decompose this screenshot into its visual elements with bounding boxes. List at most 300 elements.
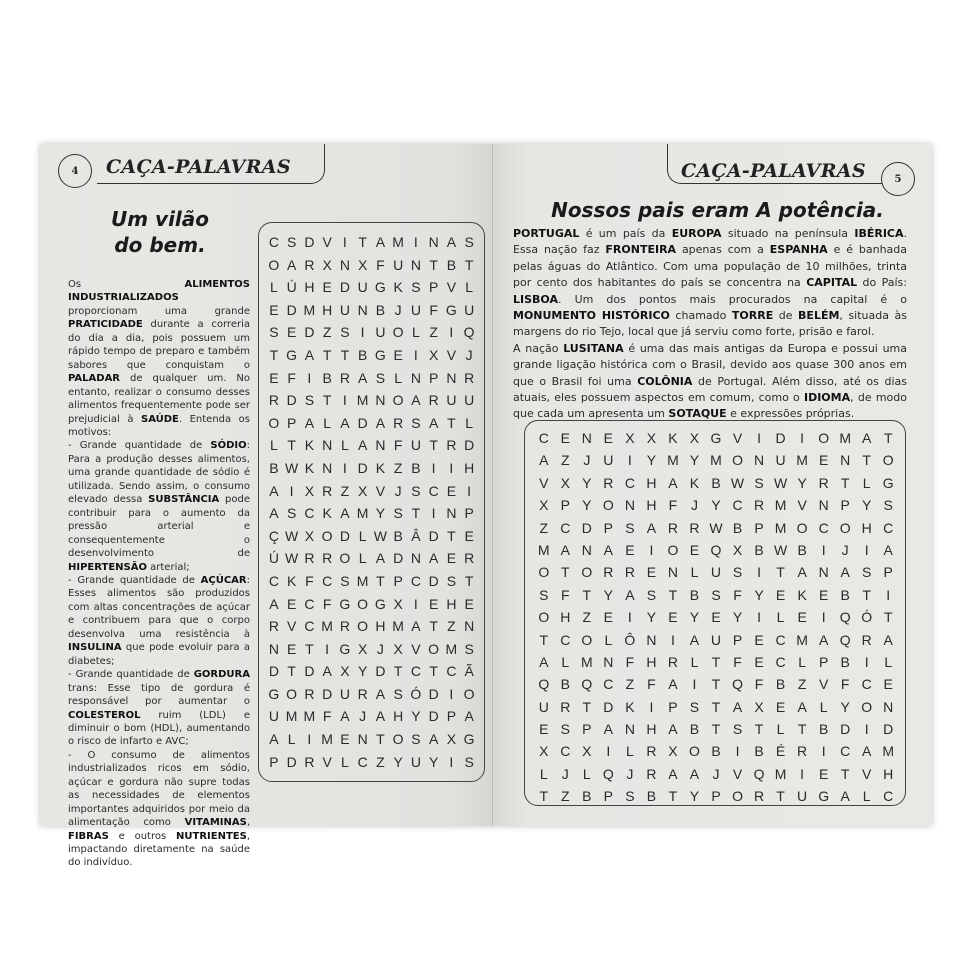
grid-letter[interactable]: N [375,437,386,454]
grid-letter[interactable]: E [818,452,829,469]
grid-letter[interactable]: X [689,430,700,446]
grid-letter[interactable]: Â [411,527,421,544]
grid-letter[interactable]: R [464,550,475,567]
grid-letter[interactable]: N [667,564,678,581]
grid-letter[interactable]: E [269,301,279,318]
grid-letter[interactable]: B [322,369,332,386]
grid-letter[interactable]: F [840,676,850,693]
grid-letter[interactable]: Z [539,519,549,536]
grid-letter[interactable]: I [757,609,761,626]
grid-letter[interactable]: T [340,346,350,363]
grid-letter[interactable]: T [711,698,721,715]
grid-letter[interactable]: X [646,430,657,446]
grid-letter[interactable]: C [603,676,614,693]
grid-letter[interactable]: A [840,788,850,805]
grid-letter[interactable]: Z [322,324,332,341]
grid-letter[interactable]: F [287,369,296,386]
grid-letter[interactable]: S [560,721,570,738]
grid-letter[interactable]: O [392,324,404,341]
grid-letter[interactable]: C [446,663,457,680]
grid-letter[interactable]: U [410,753,421,770]
grid-letter[interactable]: M [445,640,458,657]
grid-letter[interactable]: R [304,753,315,770]
grid-letter[interactable]: I [735,743,740,760]
grid-letter[interactable]: W [773,541,788,558]
grid-letter[interactable]: R [753,788,765,805]
grid-letter[interactable]: F [376,256,385,273]
grid-letter[interactable]: B [393,527,403,544]
grid-letter[interactable]: T [561,564,570,581]
grid-letter[interactable]: C [883,519,894,536]
grid-letter[interactable]: O [538,609,550,626]
grid-letter[interactable]: A [668,721,678,738]
grid-letter[interactable]: U [464,301,475,318]
grid-letter[interactable]: I [449,324,454,341]
grid-letter[interactable]: E [393,346,403,363]
grid-letter[interactable]: W [730,474,745,491]
grid-letter[interactable]: U [339,685,350,702]
grid-letter[interactable]: D [883,721,894,738]
grid-letter[interactable]: J [583,452,591,469]
grid-letter[interactable]: P [428,279,439,296]
grid-letter[interactable]: T [429,437,438,454]
grid-letter[interactable]: U [410,301,421,318]
grid-letter[interactable]: G [882,474,894,491]
grid-letter[interactable]: N [357,301,368,318]
grid-letter[interactable]: U [410,437,421,454]
grid-letter[interactable]: I [449,753,454,770]
grid-letter[interactable]: O [463,685,475,702]
grid-letter[interactable]: N [581,430,592,446]
grid-letter[interactable]: O [286,685,298,702]
grid-letter[interactable]: F [429,301,438,318]
grid-letter[interactable]: A [668,676,678,693]
grid-letter[interactable]: I [627,452,632,469]
grid-letter[interactable]: E [560,430,570,446]
grid-letter[interactable]: T [862,452,871,469]
grid-letter[interactable]: R [689,519,700,536]
grid-letter[interactable]: I [342,392,347,409]
grid-letter[interactable]: S [539,586,549,603]
grid-letter[interactable]: A [269,482,279,499]
grid-letter[interactable]: P [732,631,743,648]
grid-letter[interactable]: Z [625,676,635,693]
grid-letter[interactable]: K [689,474,700,491]
grid-letter[interactable]: I [449,459,454,476]
grid-letter[interactable]: E [646,564,657,581]
grid-letter[interactable]: C [560,743,571,760]
grid-letter[interactable]: I [800,430,805,446]
grid-letter[interactable]: A [375,414,386,431]
grid-letter[interactable]: T [305,640,314,657]
grid-letter[interactable]: Y [582,474,592,491]
grid-letter[interactable]: G [710,430,722,446]
grid-letter[interactable]: K [304,437,315,454]
grid-letter[interactable]: Ó [410,685,422,702]
grid-letter[interactable]: D [339,279,350,296]
grid-letter[interactable]: M [667,452,679,469]
grid-letter[interactable]: A [375,550,386,567]
grid-letter[interactable]: U [375,324,386,341]
grid-letter[interactable]: R [322,550,333,567]
grid-letter[interactable]: S [393,685,403,702]
grid-letter[interactable]: H [646,721,657,738]
grid-letter[interactable]: Ã [464,663,474,680]
grid-letter[interactable]: I [413,346,418,363]
grid-letter[interactable]: O [818,430,830,446]
grid-letter[interactable]: O [667,541,679,558]
grid-letter[interactable]: N [322,459,333,476]
grid-letter[interactable]: Y [393,753,403,770]
grid-letter[interactable]: P [428,369,439,386]
grid-letter[interactable]: V [862,765,872,782]
grid-letter[interactable]: F [733,586,742,603]
grid-letter[interactable]: A [375,685,386,702]
grid-letter[interactable]: F [625,653,635,670]
grid-letter[interactable]: X [357,256,368,273]
grid-letter[interactable]: B [840,586,850,603]
grid-letter[interactable]: U [710,631,722,648]
grid-letter[interactable]: H [375,618,386,635]
grid-letter[interactable]: I [606,743,611,760]
grid-letter[interactable]: Q [602,765,614,782]
grid-letter[interactable]: R [797,743,808,760]
grid-letter[interactable]: L [340,753,349,770]
grid-letter[interactable]: R [861,631,872,648]
grid-letter[interactable]: H [646,653,657,670]
grid-letter[interactable]: R [304,685,315,702]
grid-letter[interactable]: D [428,708,439,725]
grid-letter[interactable]: E [711,609,721,626]
grid-letter[interactable]: D [322,685,333,702]
grid-letter[interactable]: S [411,414,421,431]
grid-letter[interactable]: S [446,572,457,589]
grid-letter[interactable]: B [269,459,279,476]
grid-letter[interactable]: A [428,550,439,567]
grid-letter[interactable]: M [774,497,787,514]
grid-letter[interactable]: G [374,595,386,612]
grid-letter[interactable]: X [304,482,315,499]
grid-letter[interactable]: T [776,788,785,805]
grid-letter[interactable]: V [446,346,457,363]
grid-letter[interactable]: A [322,663,332,680]
grid-letter[interactable]: S [304,392,315,409]
grid-letter[interactable]: T [840,765,850,782]
grid-letter[interactable]: N [268,640,279,657]
grid-letter[interactable]: R [357,685,368,702]
grid-letter[interactable]: A [269,505,279,522]
grid-letter[interactable]: X [304,527,315,544]
grid-letter[interactable]: L [798,653,806,670]
grid-letter[interactable]: A [304,346,315,363]
grid-letter[interactable]: N [818,497,829,514]
grid-letter[interactable]: Ô [624,631,636,648]
grid-letter[interactable]: B [732,519,743,536]
grid-letter[interactable]: A [539,452,549,469]
grid-letter[interactable]: O [732,788,743,805]
grid-letter[interactable]: G [374,279,386,296]
grid-letter[interactable]: M [796,631,808,648]
grid-letter[interactable]: B [711,743,721,760]
grid-letter[interactable]: Z [561,452,570,469]
grid-letter[interactable]: D [775,430,786,446]
grid-letter[interactable]: H [446,595,457,612]
grid-letter[interactable]: K [797,586,807,603]
grid-letter[interactable]: I [757,564,761,581]
grid-letter[interactable]: D [357,459,368,476]
grid-letter[interactable]: Y [689,609,700,626]
grid-letter[interactable]: N [446,505,457,522]
grid-letter[interactable]: T [711,653,721,670]
grid-letter[interactable]: L [690,564,699,581]
grid-letter[interactable]: R [667,519,678,536]
grid-letter[interactable]: A [340,414,350,431]
grid-letter[interactable]: E [322,279,332,296]
grid-letter[interactable]: Y [646,609,657,626]
grid-letter[interactable]: A [286,256,297,273]
grid-letter[interactable]: C [268,234,279,250]
grid-letter[interactable]: R [268,392,279,409]
grid-letter[interactable]: T [447,414,456,431]
grid-letter[interactable]: C [560,519,571,536]
grid-letter[interactable]: Z [340,482,350,499]
grid-letter[interactable]: T [464,572,474,589]
grid-letter[interactable]: C [410,663,421,680]
grid-letter[interactable]: R [428,392,439,409]
grid-letter[interactable]: O [689,743,700,760]
grid-letter[interactable]: Ó [861,609,873,626]
grid-letter[interactable]: F [322,595,332,612]
grid-letter[interactable]: F [561,586,570,603]
grid-letter[interactable]: N [581,541,592,558]
grid-letter[interactable]: E [883,676,893,693]
grid-letter[interactable]: R [753,497,765,514]
grid-letter[interactable]: F [393,437,403,454]
grid-letter[interactable]: M [285,708,298,725]
grid-letter[interactable]: Y [603,586,614,603]
grid-letter[interactable]: M [839,430,851,446]
grid-letter[interactable]: S [625,519,635,536]
grid-letter[interactable]: I [413,595,418,612]
grid-letter[interactable]: U [268,708,279,725]
grid-letter[interactable]: T [862,586,871,603]
grid-letter[interactable]: V [322,234,332,250]
grid-letter[interactable]: A [269,731,279,748]
grid-letter[interactable]: T [711,721,721,738]
grid-letter[interactable]: F [322,708,332,725]
grid-letter[interactable]: B [840,653,850,670]
grid-letter[interactable]: B [775,676,786,693]
grid-letter[interactable]: A [668,474,678,491]
grid-letter[interactable]: E [286,595,297,612]
grid-letter[interactable]: N [624,497,635,514]
grid-letter[interactable]: D [286,301,297,318]
grid-letter[interactable]: N [840,452,851,469]
grid-letter[interactable]: L [776,609,785,626]
grid-letter[interactable]: S [464,640,474,657]
grid-letter[interactable]: N [410,369,421,386]
grid-letter[interactable]: D [428,685,439,702]
grid-letter[interactable]: D [286,392,297,409]
grid-letter[interactable]: T [376,731,385,748]
grid-letter[interactable]: T [376,572,385,589]
grid-letter[interactable]: I [821,541,826,558]
grid-letter[interactable]: T [287,437,296,454]
grid-letter[interactable]: R [339,369,350,386]
grid-letter[interactable]: P [393,572,403,589]
grid-letter[interactable]: R [393,414,404,431]
grid-letter[interactable]: P [668,698,678,715]
grid-letter[interactable]: T [883,609,893,626]
grid-letter[interactable]: J [394,482,402,499]
grid-letter[interactable]: Q [710,541,722,558]
grid-letter[interactable]: Y [689,452,700,469]
grid-letter[interactable]: L [561,653,570,670]
grid-letter[interactable]: T [464,256,474,273]
grid-letter[interactable]: X [539,497,549,514]
grid-letter[interactable]: J [712,765,720,782]
grid-letter[interactable]: H [393,708,404,725]
grid-letter[interactable]: N [446,369,457,386]
grid-letter[interactable]: O [268,414,280,431]
grid-letter[interactable]: R [818,474,829,491]
grid-letter[interactable]: T [322,392,332,409]
grid-letter[interactable]: T [358,234,367,250]
grid-letter[interactable]: D [581,519,592,536]
grid-letter[interactable]: R [304,550,315,567]
grid-letter[interactable]: E [340,731,350,748]
grid-letter[interactable]: O [428,640,440,657]
grid-letter[interactable]: Y [582,497,592,514]
grid-letter[interactable]: I [289,482,294,499]
grid-letter[interactable]: B [797,541,807,558]
grid-letter[interactable]: L [358,550,367,567]
grid-letter[interactable]: E [446,550,457,567]
grid-letter[interactable]: H [322,301,333,318]
grid-letter[interactable]: I [757,430,761,446]
grid-letter[interactable]: X [357,482,368,499]
grid-letter[interactable]: J [394,301,402,318]
grid-letter[interactable]: N [464,618,475,635]
grid-letter[interactable]: A [797,564,807,581]
grid-letter[interactable]: L [539,765,548,782]
grid-letter[interactable]: E [625,541,635,558]
grid-letter[interactable]: P [603,788,614,805]
grid-letter[interactable]: I [692,676,697,693]
grid-letter[interactable]: S [340,324,350,341]
grid-letter[interactable]: L [340,437,349,454]
grid-letter[interactable]: Y [732,609,743,626]
grid-letter[interactable]: S [732,721,743,738]
grid-letter[interactable]: I [431,459,436,476]
grid-letter[interactable]: E [754,653,764,670]
grid-letter[interactable]: I [413,234,418,250]
grid-letter[interactable]: X [357,640,368,657]
grid-letter[interactable]: U [603,452,614,469]
grid-letter[interactable]: E [775,698,786,715]
grid-letter[interactable]: L [582,765,591,782]
grid-letter[interactable]: X [446,731,457,748]
grid-letter[interactable]: S [286,505,297,522]
grid-letter[interactable]: G [339,595,351,612]
grid-letter[interactable]: T [776,564,785,581]
grid-letter[interactable]: O [581,631,593,648]
grid-letter[interactable]: N [883,698,894,715]
grid-letter[interactable]: Ç [268,527,279,544]
grid-letter[interactable]: X [393,595,403,612]
grid-letter[interactable]: A [560,541,570,558]
grid-letter[interactable]: R [268,618,279,635]
grid-letter[interactable]: T [582,586,592,603]
grid-letter[interactable]: R [646,743,657,760]
grid-letter[interactable]: T [539,788,549,805]
grid-letter[interactable]: T [269,346,279,363]
grid-letter[interactable]: P [446,708,457,725]
grid-letter[interactable]: A [411,392,421,409]
grid-letter[interactable]: A [269,595,279,612]
grid-letter[interactable]: P [603,519,614,536]
grid-letter[interactable]: K [625,698,635,715]
grid-letter[interactable]: Y [646,452,657,469]
grid-letter[interactable]: V [446,279,457,296]
grid-letter[interactable]: Z [447,618,456,635]
grid-letter[interactable]: G [268,685,280,702]
grid-letter[interactable]: A [340,708,350,725]
grid-letter[interactable]: C [304,595,315,612]
grid-letter[interactable]: L [465,414,474,431]
grid-letter[interactable]: R [603,474,614,491]
grid-letter[interactable]: V [411,640,421,657]
grid-letter[interactable]: B [446,256,457,273]
grid-letter[interactable]: T [539,631,549,648]
grid-letter[interactable]: O [392,731,404,748]
grid-letter[interactable]: A [862,743,872,760]
grid-letter[interactable]: E [446,482,457,499]
grid-letter[interactable]: B [689,586,700,603]
grid-letter[interactable]: M [303,301,316,318]
grid-letter[interactable]: A [646,519,657,536]
grid-letter[interactable]: S [286,234,297,250]
grid-letter[interactable]: N [410,550,421,567]
grid-letter[interactable]: U [538,698,549,715]
grid-letter[interactable]: U [464,392,475,409]
grid-letter[interactable]: C [732,497,743,514]
grid-letter[interactable]: D [304,324,315,341]
grid-letter[interactable]: L [625,743,634,760]
grid-letter[interactable]: I [325,640,330,657]
grid-letter[interactable]: O [882,452,894,469]
grid-letter[interactable]: F [668,497,678,514]
grid-letter[interactable]: Q [538,676,550,693]
grid-letter[interactable]: S [689,698,700,715]
grid-letter[interactable]: D [603,698,614,715]
grid-letter[interactable]: A [446,234,457,250]
grid-letter[interactable]: M [580,653,593,670]
grid-letter[interactable]: B [754,541,764,558]
grid-letter[interactable]: S [375,369,386,386]
grid-letter[interactable]: E [797,609,807,626]
grid-letter[interactable]: K [375,459,386,476]
grid-letter[interactable]: E [286,640,297,657]
grid-letter[interactable]: L [287,731,296,748]
grid-letter[interactable]: U [446,392,457,409]
grid-letter[interactable]: C [560,631,571,648]
grid-letter[interactable]: H [861,519,872,536]
grid-letter[interactable]: A [689,765,700,782]
grid-letter[interactable]: Z [561,788,570,805]
grid-letter[interactable]: N [646,631,657,648]
grid-letter[interactable]: G [374,346,386,363]
